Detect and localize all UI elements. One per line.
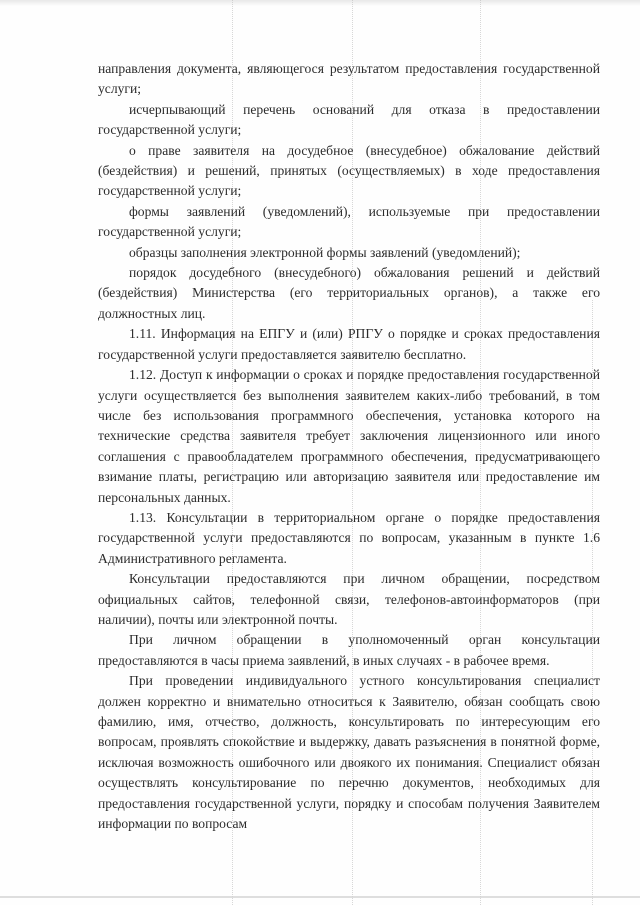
paragraph: о праве заявителя на досудебное (внесудебное) обжалование действий (бездействия) и решений, принятых (осуществляемых) в ходе предоставления государственной услуги; xyxy=(98,142,600,199)
paragraph: 1.12. Доступ к информации о сроках и порядке предоставления государственной услуги осуществляется без выполнения заявителем каких-либо требований, в том числе без использования программного обеспечения, установка которого на технические средства заявителя требует заключения лицензионного или иного соглашения с правообладателем программного обеспечения, предусматривающего взимание платы, регистрацию или авторизацию заявителя или предоставление им персональных данных. xyxy=(98,367,600,505)
paragraph: направления документа, являющегося результатом предоставления государственной услуги; xyxy=(98,61,600,97)
scan-edge-bottom xyxy=(0,896,640,898)
paragraph: При личном обращении в уполномоченный орган консультации предоставляются в часы приема заявлений, в иных случаях - в рабочее время. xyxy=(98,632,600,668)
paragraph: 1.11. Информация на ЕПГУ и (или) РПГУ о порядке и сроках предоставления государственной услуги предоставляется заявителю бесплатно. xyxy=(98,326,600,362)
paragraph: 1.13. Консультации в территориальном органе о порядке предоставления государственной услуги предоставляются по вопросам, указанным в пункте 1.6 Административного регламента. xyxy=(98,509,600,566)
document-body xyxy=(98,59,600,834)
paragraph: порядок досудебного (внесудебного) обжалования решений и действий (бездействия) Министерства (его территориальных органов), а также его должностных лиц. xyxy=(98,265,600,321)
paragraph: При проведении индивидуального устного консультирования специалист должен корректно и внимательно относиться к Заявителю, обязан сообщать свою фамилию, имя, отчество, должность, консультировать по интересующим его вопросам, проявлять спокойствие и выдержку, давать разъяснения в понятной форме, исключая возможность ошибочного или двоякого их понимания. Специалист обязан осуществлять консультирование по перечню документов, необходимых для предоставления государственной услуги, порядку и способам получения Заявителем информации по вопросам xyxy=(98,673,600,832)
scan-edge-top xyxy=(0,0,640,6)
paragraph: исчерпывающий перечень оснований для отказа в предоставлении государственной услуги; xyxy=(98,101,600,138)
paragraph: Консультации предоставляются при личном обращении, посредством официальных сайтов, телефонной связи, телефонов-автоинформаторов (при наличии), почты или электронной почты. xyxy=(98,571,600,627)
paragraph: образцы заполнения электронной формы заявлений (уведомлений); xyxy=(129,244,521,260)
paragraph: формы заявлений (уведомлений), используемые при предоставлении государственной услуги; xyxy=(98,203,600,240)
